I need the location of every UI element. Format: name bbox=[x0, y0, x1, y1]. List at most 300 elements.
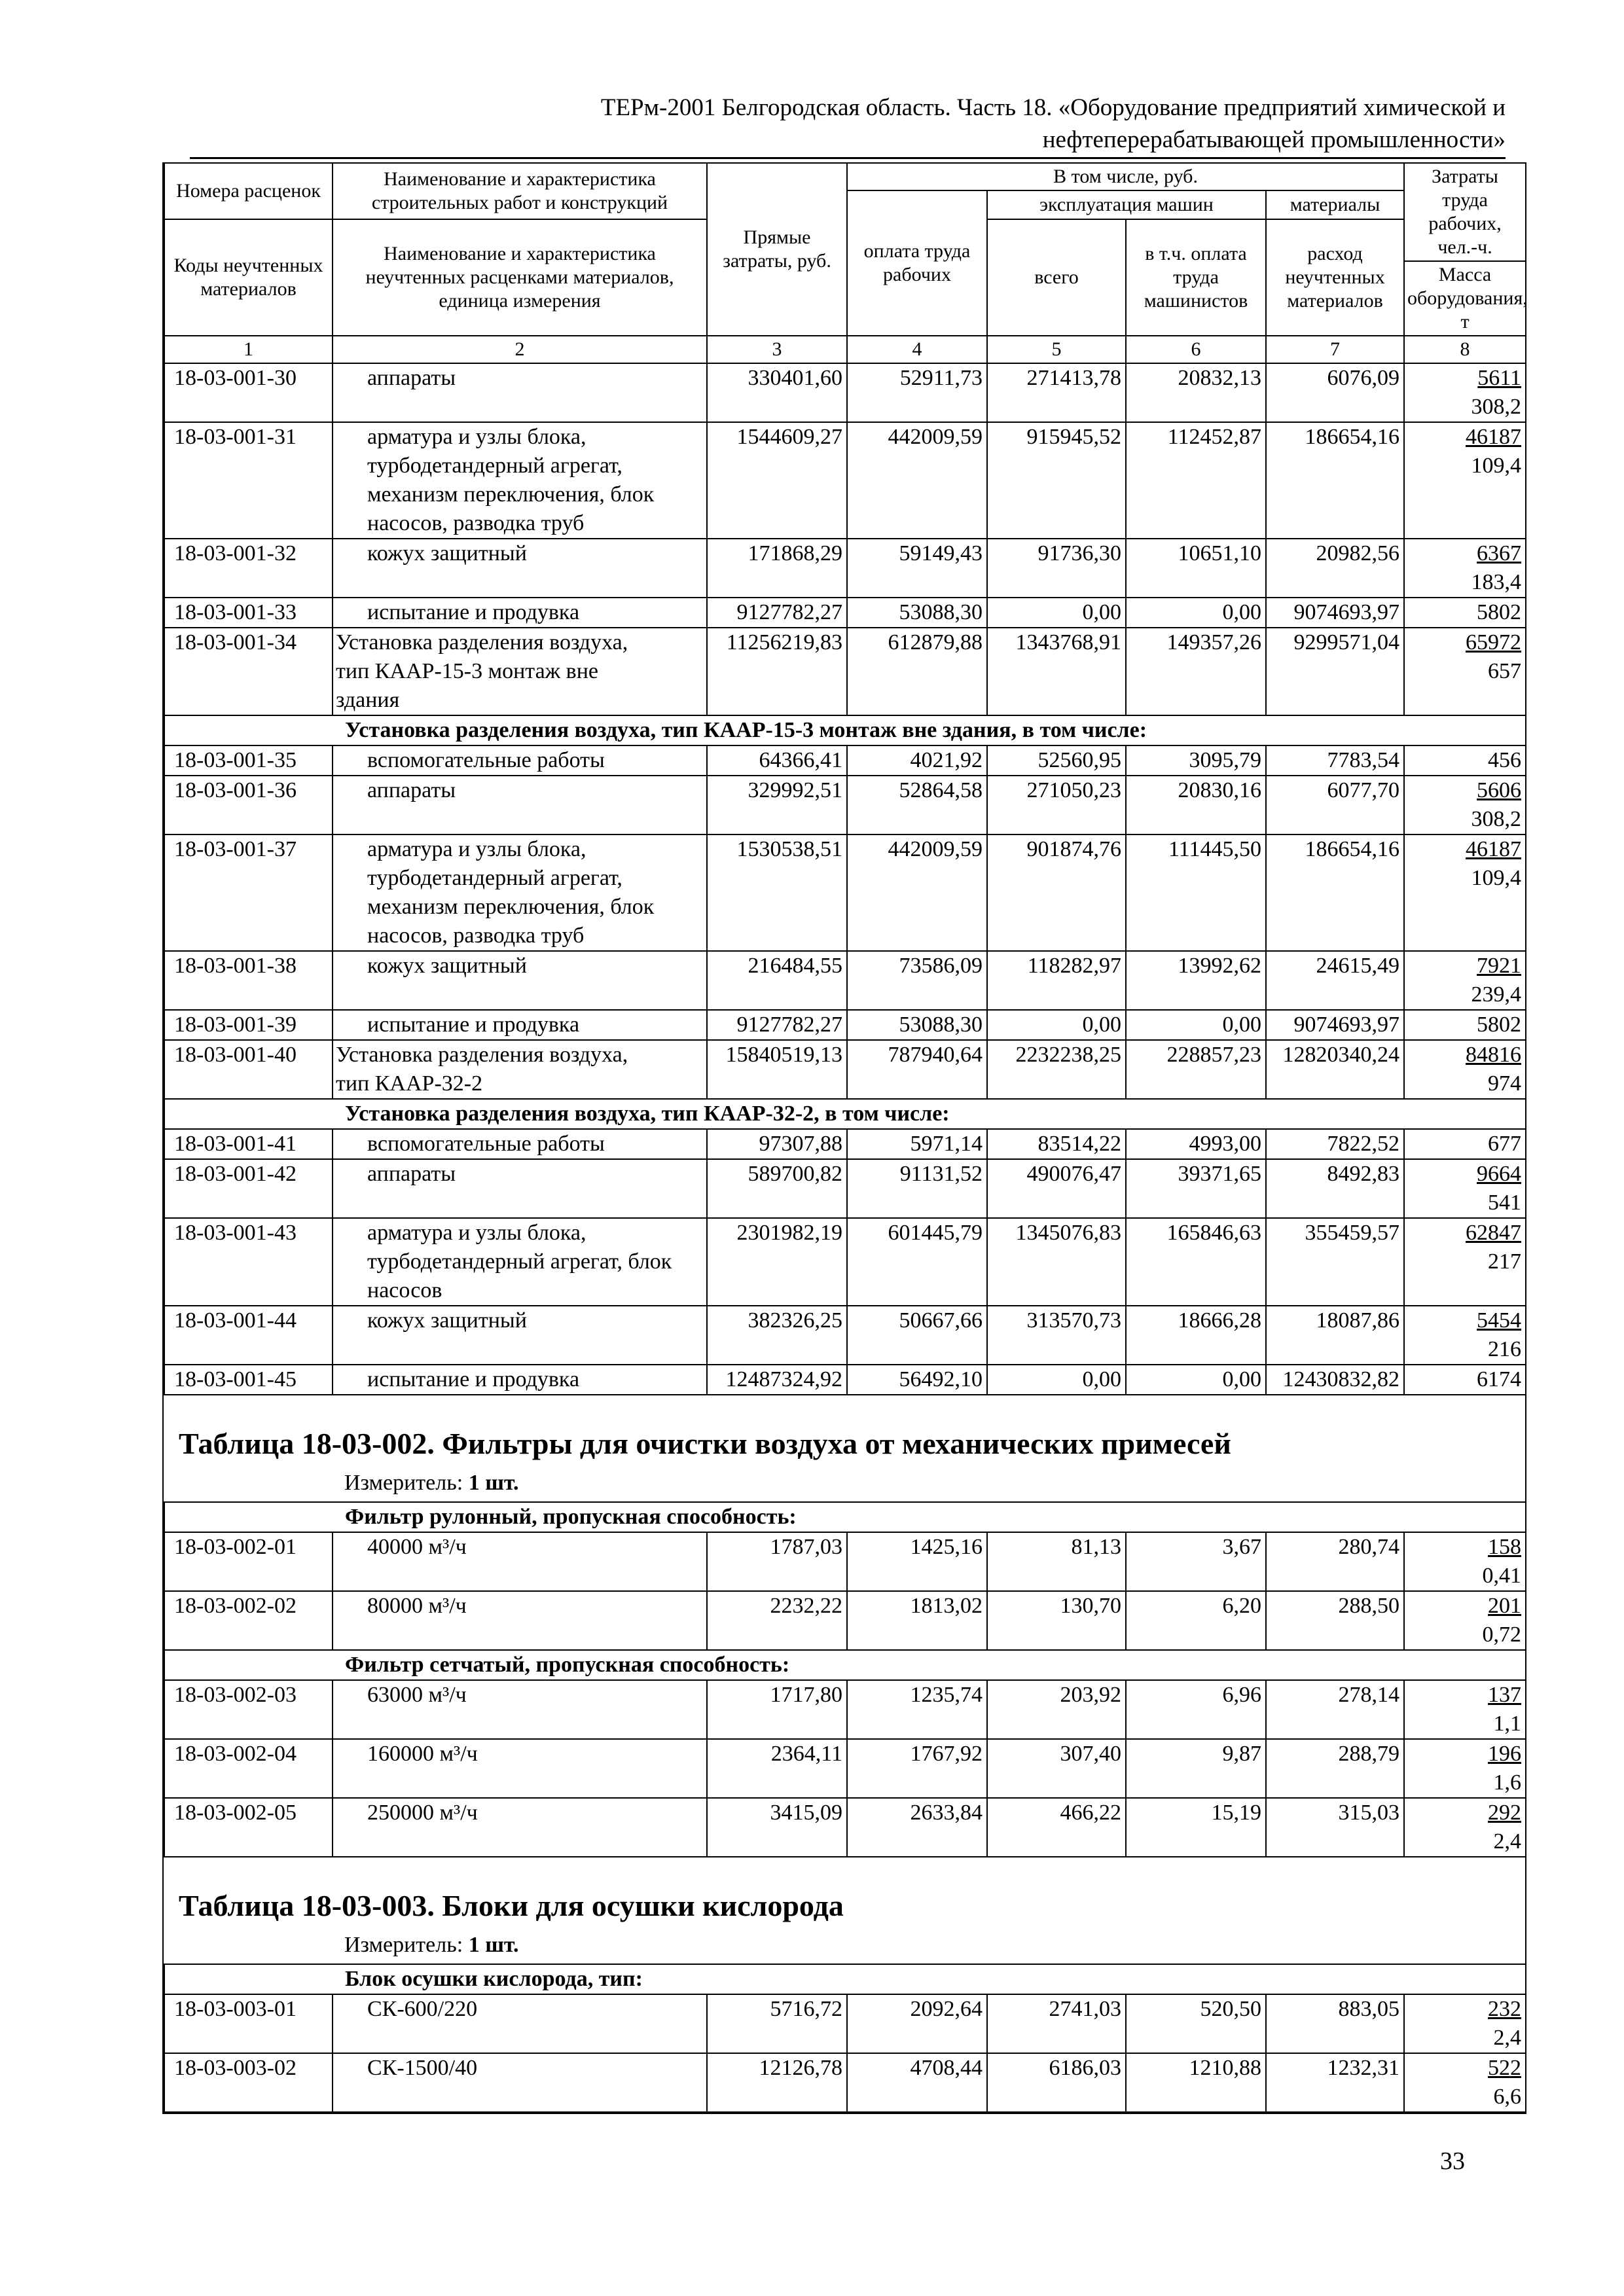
machines-total: 118282,97 bbox=[987, 951, 1126, 1010]
materials: 7822,52 bbox=[1266, 1129, 1404, 1159]
worker-pay: 2092,64 bbox=[847, 1994, 987, 2053]
work-name-line: турбодетандерный агрегат, bbox=[367, 866, 623, 890]
equipment-mass: 1,1 bbox=[1493, 1712, 1522, 1736]
labor-hours: 6174 bbox=[1477, 1367, 1522, 1391]
worker-pay: 53088,30 bbox=[847, 598, 987, 628]
direct-costs: 2301982,19 bbox=[707, 1218, 847, 1306]
materials: 883,05 bbox=[1266, 1994, 1404, 2053]
work-name-line: Установка разделения воздуха, bbox=[336, 1043, 628, 1067]
work-name-line: аппараты bbox=[367, 366, 456, 390]
rate-code: 18-03-002-03 bbox=[164, 1680, 333, 1739]
running-header bbox=[419, 92, 1506, 156]
equipment-mass: 217 bbox=[1488, 1249, 1522, 1274]
work-name-line: испытание и продувка bbox=[367, 1367, 580, 1391]
group-heading: Блок осушки кислорода, тип: bbox=[164, 1964, 1526, 1994]
materials: 355459,57 bbox=[1266, 1218, 1404, 1306]
group-heading: Фильтр сетчатый, пропускная способность: bbox=[164, 1650, 1526, 1680]
worker-pay: 601445,79 bbox=[847, 1218, 987, 1306]
rate-code: 18-03-001-34 bbox=[164, 628, 333, 715]
machinist-pay: 165846,63 bbox=[1126, 1218, 1266, 1306]
direct-costs: 330401,60 bbox=[707, 363, 847, 422]
group-heading-row bbox=[164, 1502, 1526, 1532]
machinist-pay: 520,50 bbox=[1126, 1994, 1266, 2053]
section-title-cell bbox=[164, 1857, 1526, 1964]
machines-total: 52560,95 bbox=[987, 745, 1126, 776]
table-header bbox=[164, 163, 1526, 363]
labor-mass-cell bbox=[1404, 1040, 1526, 1099]
materials: 9299571,04 bbox=[1266, 628, 1404, 715]
equipment-mass: 657 bbox=[1488, 659, 1522, 683]
col-header-pay: оплата труда рабочих bbox=[847, 190, 987, 336]
rate-code: 18-03-001-31 bbox=[164, 422, 333, 539]
labor-hours: 158 bbox=[1488, 1535, 1522, 1559]
table-row bbox=[164, 598, 1526, 628]
labor-hours: 9664 bbox=[1477, 1162, 1522, 1186]
work-name-line: аппараты bbox=[367, 1162, 456, 1186]
section-title-cell bbox=[164, 1395, 1526, 1502]
equipment-mass: 183,4 bbox=[1471, 570, 1522, 594]
work-name-line: механизм переключения, блок bbox=[367, 482, 655, 507]
work-name bbox=[333, 1306, 707, 1365]
work-name bbox=[333, 1798, 707, 1857]
worker-pay: 1767,92 bbox=[847, 1739, 987, 1798]
machines-total: 2741,03 bbox=[987, 1994, 1126, 2053]
labor-mass-cell bbox=[1404, 1010, 1526, 1040]
machines-total: 307,40 bbox=[987, 1739, 1126, 1798]
table-body bbox=[164, 363, 1526, 2112]
materials: 8492,83 bbox=[1266, 1159, 1404, 1218]
machines-total: 0,00 bbox=[987, 1365, 1126, 1395]
table-section-title bbox=[164, 1395, 1526, 1502]
direct-costs: 171868,29 bbox=[707, 539, 847, 598]
labor-hours: 6367 bbox=[1477, 541, 1522, 565]
direct-costs: 1530538,51 bbox=[707, 834, 847, 951]
col-number-7: 7 bbox=[1266, 336, 1404, 363]
equipment-mass: 974 bbox=[1488, 1071, 1522, 1096]
col-header-incl: В том числе, руб. bbox=[847, 163, 1404, 190]
equipment-mass: 308,2 bbox=[1471, 807, 1522, 831]
work-name bbox=[333, 1680, 707, 1739]
col-header-mach-total: всего bbox=[987, 219, 1126, 336]
machinist-pay: 3095,79 bbox=[1126, 745, 1266, 776]
worker-pay: 53088,30 bbox=[847, 1010, 987, 1040]
labor-hours: 522 bbox=[1488, 2056, 1522, 2080]
equipment-mass: 1,6 bbox=[1493, 1770, 1522, 1795]
rates-table bbox=[164, 162, 1526, 2113]
col-number-2: 2 bbox=[333, 336, 707, 363]
col-number-6: 6 bbox=[1126, 336, 1266, 363]
table-row bbox=[164, 2053, 1526, 2112]
work-name-line: испытание и продувка bbox=[367, 1013, 580, 1037]
machinist-pay: 4993,00 bbox=[1126, 1129, 1266, 1159]
work-name-line: здания bbox=[336, 688, 400, 712]
labor-mass-cell bbox=[1404, 776, 1526, 834]
machinist-pay: 6,96 bbox=[1126, 1680, 1266, 1739]
machines-total: 915945,52 bbox=[987, 422, 1126, 539]
labor-mass-cell bbox=[1404, 2053, 1526, 2112]
rate-code: 18-03-001-42 bbox=[164, 1159, 333, 1218]
labor-mass-cell bbox=[1404, 598, 1526, 628]
work-name-line: СК-1500/40 bbox=[367, 2056, 478, 2080]
rate-code: 18-03-001-45 bbox=[164, 1365, 333, 1395]
work-name bbox=[333, 598, 707, 628]
measure-value: 1 шт. bbox=[468, 1933, 519, 1957]
machinist-pay: 18666,28 bbox=[1126, 1306, 1266, 1365]
table-row bbox=[164, 1591, 1526, 1650]
machines-total: 0,00 bbox=[987, 1010, 1126, 1040]
materials: 9074693,97 bbox=[1266, 598, 1404, 628]
rate-code: 18-03-001-44 bbox=[164, 1306, 333, 1365]
machinist-pay: 6,20 bbox=[1126, 1591, 1266, 1650]
work-name-line: 40000 м³/ч bbox=[367, 1535, 467, 1559]
labor-mass-cell bbox=[1404, 363, 1526, 422]
direct-costs: 15840519,13 bbox=[707, 1040, 847, 1099]
group-heading: Фильтр рулонный, пропускная способность: bbox=[164, 1502, 1526, 1532]
rate-code: 18-03-003-02 bbox=[164, 2053, 333, 2112]
labor-hours: 46187 bbox=[1466, 837, 1522, 861]
col-number-5: 5 bbox=[987, 336, 1126, 363]
direct-costs: 9127782,27 bbox=[707, 1010, 847, 1040]
header-line-2: нефтеперерабатывающей промышленности» bbox=[1042, 126, 1506, 153]
work-name bbox=[333, 834, 707, 951]
direct-costs: 9127782,27 bbox=[707, 598, 847, 628]
rate-code: 18-03-001-32 bbox=[164, 539, 333, 598]
col-header-direct: Прямые затраты, руб. bbox=[707, 163, 847, 336]
measure-label: Измеритель: bbox=[344, 1471, 463, 1495]
labor-hours: 677 bbox=[1488, 1132, 1522, 1156]
work-name-line: Установка разделения воздуха, bbox=[336, 630, 628, 655]
measure-line bbox=[164, 1931, 1526, 1964]
rate-code: 18-03-001-36 bbox=[164, 776, 333, 834]
materials: 18087,86 bbox=[1266, 1306, 1404, 1365]
work-name-line: 250000 м³/ч bbox=[367, 1801, 478, 1825]
work-name bbox=[333, 1159, 707, 1218]
labor-hours: 5611 bbox=[1477, 366, 1522, 390]
machinist-pay: 0,00 bbox=[1126, 1010, 1266, 1040]
work-name-line: 80000 м³/ч bbox=[367, 1594, 467, 1618]
col-header-name-bottom: Наименование и характеристика неучтенных расценками материалов, единица измерения bbox=[333, 219, 707, 336]
machines-total: 271413,78 bbox=[987, 363, 1126, 422]
table-row bbox=[164, 1798, 1526, 1857]
rate-code: 18-03-002-04 bbox=[164, 1739, 333, 1798]
labor-hours: 46187 bbox=[1466, 425, 1522, 449]
machines-total: 313570,73 bbox=[987, 1306, 1126, 1365]
machines-total: 203,92 bbox=[987, 1680, 1126, 1739]
equipment-mass: 109,4 bbox=[1471, 866, 1522, 890]
work-name-line: тип КААР-15-3 монтаж вне bbox=[336, 659, 598, 683]
machinist-pay: 13992,62 bbox=[1126, 951, 1266, 1010]
labor-mass-cell bbox=[1404, 1591, 1526, 1650]
direct-costs: 1787,03 bbox=[707, 1532, 847, 1591]
work-name bbox=[333, 776, 707, 834]
work-name bbox=[333, 422, 707, 539]
worker-pay: 5971,14 bbox=[847, 1129, 987, 1159]
materials: 1232,31 bbox=[1266, 2053, 1404, 2112]
machinist-pay: 9,87 bbox=[1126, 1739, 1266, 1798]
labor-hours: 5802 bbox=[1477, 1013, 1522, 1037]
labor-mass-cell bbox=[1404, 1680, 1526, 1739]
rate-code: 18-03-001-39 bbox=[164, 1010, 333, 1040]
worker-pay: 4021,92 bbox=[847, 745, 987, 776]
table-row bbox=[164, 539, 1526, 598]
materials: 12820340,24 bbox=[1266, 1040, 1404, 1099]
table-row bbox=[164, 1532, 1526, 1591]
labor-mass-cell bbox=[1404, 1218, 1526, 1306]
rate-code: 18-03-002-02 bbox=[164, 1591, 333, 1650]
equipment-mass: 6,6 bbox=[1493, 2085, 1522, 2109]
work-name-line: насосов bbox=[367, 1278, 442, 1302]
work-name-line: вспомогательные работы bbox=[367, 1132, 605, 1156]
labor-mass-cell bbox=[1404, 745, 1526, 776]
work-name bbox=[333, 2053, 707, 2112]
machinist-pay: 0,00 bbox=[1126, 598, 1266, 628]
group-heading: Установка разделения воздуха, тип КААР-15-3 монтаж вне здания, в том числе: bbox=[164, 715, 1526, 745]
equipment-mass: 308,2 bbox=[1471, 395, 1522, 419]
labor-hours: 5802 bbox=[1477, 600, 1522, 624]
rate-code: 18-03-001-37 bbox=[164, 834, 333, 951]
table-row bbox=[164, 422, 1526, 539]
materials: 186654,16 bbox=[1266, 422, 1404, 539]
worker-pay: 73586,09 bbox=[847, 951, 987, 1010]
labor-mass-cell bbox=[1404, 1129, 1526, 1159]
machinist-pay: 15,19 bbox=[1126, 1798, 1266, 1857]
equipment-mass: 541 bbox=[1488, 1191, 1522, 1215]
labor-mass-cell bbox=[1404, 1365, 1526, 1395]
worker-pay: 612879,88 bbox=[847, 628, 987, 715]
labor-hours: 232 bbox=[1488, 1997, 1522, 2021]
header-rule bbox=[190, 157, 1506, 159]
work-name bbox=[333, 628, 707, 715]
machinist-pay: 39371,65 bbox=[1126, 1159, 1266, 1218]
materials: 9074693,97 bbox=[1266, 1010, 1404, 1040]
labor-mass-cell bbox=[1404, 1798, 1526, 1857]
machinist-pay: 20832,13 bbox=[1126, 363, 1266, 422]
table-row bbox=[164, 745, 1526, 776]
work-name bbox=[333, 1040, 707, 1099]
col-number-3: 3 bbox=[707, 336, 847, 363]
worker-pay: 56492,10 bbox=[847, 1365, 987, 1395]
col-number-8: 8 bbox=[1404, 336, 1526, 363]
machines-total: 81,13 bbox=[987, 1532, 1126, 1591]
labor-mass-cell bbox=[1404, 951, 1526, 1010]
work-name-line: СК-600/220 bbox=[367, 1997, 478, 2021]
work-name bbox=[333, 1739, 707, 1798]
machinist-pay: 149357,26 bbox=[1126, 628, 1266, 715]
rate-code: 18-03-001-30 bbox=[164, 363, 333, 422]
materials: 278,14 bbox=[1266, 1680, 1404, 1739]
direct-costs: 2364,11 bbox=[707, 1739, 847, 1798]
worker-pay: 442009,59 bbox=[847, 422, 987, 539]
col-header-materials: материалы bbox=[1266, 190, 1404, 219]
materials: 288,50 bbox=[1266, 1591, 1404, 1650]
machinist-pay: 10651,10 bbox=[1126, 539, 1266, 598]
work-name-line: кожух защитный bbox=[367, 541, 527, 565]
materials: 288,79 bbox=[1266, 1739, 1404, 1798]
table-row bbox=[164, 1159, 1526, 1218]
direct-costs: 12487324,92 bbox=[707, 1365, 847, 1395]
work-name bbox=[333, 745, 707, 776]
equipment-mass: 2,4 bbox=[1493, 2026, 1522, 2050]
direct-costs: 216484,55 bbox=[707, 951, 847, 1010]
machinist-pay: 1210,88 bbox=[1126, 2053, 1266, 2112]
machinist-pay: 228857,23 bbox=[1126, 1040, 1266, 1099]
work-name bbox=[333, 1010, 707, 1040]
worker-pay: 4708,44 bbox=[847, 2053, 987, 2112]
direct-costs: 3415,09 bbox=[707, 1798, 847, 1857]
work-name-line: вспомогательные работы bbox=[367, 748, 605, 772]
work-name-line: насосов, разводка труб bbox=[367, 924, 585, 948]
section-title: Таблица 18-03-003. Блоки для осушки кислорода bbox=[179, 1889, 844, 1922]
machines-total: 91736,30 bbox=[987, 539, 1126, 598]
machines-total: 6186,03 bbox=[987, 2053, 1126, 2112]
work-name-line: 63000 м³/ч bbox=[367, 1683, 467, 1707]
machines-total: 901874,76 bbox=[987, 834, 1126, 951]
measure-line bbox=[164, 1469, 1526, 1501]
work-name-line: кожух защитный bbox=[367, 1308, 527, 1333]
machinist-pay: 20830,16 bbox=[1126, 776, 1266, 834]
work-name-line: аппараты bbox=[367, 778, 456, 802]
labor-mass-cell bbox=[1404, 1739, 1526, 1798]
worker-pay: 1425,16 bbox=[847, 1532, 987, 1591]
worker-pay: 1813,02 bbox=[847, 1591, 987, 1650]
rate-code: 18-03-002-05 bbox=[164, 1798, 333, 1857]
materials: 20982,56 bbox=[1266, 539, 1404, 598]
work-name-line: испытание и продувка bbox=[367, 600, 580, 624]
equipment-mass: 109,4 bbox=[1471, 454, 1522, 478]
machines-total: 271050,23 bbox=[987, 776, 1126, 834]
machines-total: 0,00 bbox=[987, 598, 1126, 628]
table-row bbox=[164, 834, 1526, 951]
labor-hours: 292 bbox=[1488, 1801, 1522, 1825]
header-line-1: ТЕРм-2001 Белгородская область. Часть 18. «Оборудование предприятий химической и bbox=[600, 94, 1506, 121]
materials: 280,74 bbox=[1266, 1532, 1404, 1591]
worker-pay: 50667,66 bbox=[847, 1306, 987, 1365]
equipment-mass: 0,41 bbox=[1482, 1564, 1522, 1588]
labor-hours: 7921 bbox=[1477, 954, 1522, 978]
worker-pay: 52864,58 bbox=[847, 776, 987, 834]
table-row bbox=[164, 776, 1526, 834]
machines-total: 490076,47 bbox=[987, 1159, 1126, 1218]
work-name-line: арматура и узлы блока, bbox=[367, 837, 586, 861]
direct-costs: 12126,78 bbox=[707, 2053, 847, 2112]
work-name-line: арматура и узлы блока, bbox=[367, 1221, 586, 1245]
worker-pay: 442009,59 bbox=[847, 834, 987, 951]
col-header-mass: Масса оборудования, т bbox=[1404, 261, 1526, 336]
machinist-pay: 111445,50 bbox=[1126, 834, 1266, 951]
machinist-pay: 0,00 bbox=[1126, 1365, 1266, 1395]
labor-mass-cell bbox=[1404, 422, 1526, 539]
col-header-machines: эксплуатация машин bbox=[987, 190, 1266, 219]
direct-costs: 2232,22 bbox=[707, 1591, 847, 1650]
direct-costs: 64366,41 bbox=[707, 745, 847, 776]
table-row bbox=[164, 628, 1526, 715]
direct-costs: 589700,82 bbox=[707, 1159, 847, 1218]
col-header-codes-top: Номера расценок bbox=[164, 163, 333, 219]
work-name-line: тип КААР-32-2 bbox=[336, 1071, 483, 1096]
section-title: Таблица 18-03-002. Фильтры для очистки воздуха от механических примесей bbox=[179, 1427, 1231, 1460]
labor-hours: 201 bbox=[1488, 1594, 1522, 1618]
col-header-name-top: Наименование и характеристика строительных работ и конструкций bbox=[333, 163, 707, 219]
table-row bbox=[164, 1365, 1526, 1395]
group-heading-row bbox=[164, 715, 1526, 745]
measure-value: 1 шт. bbox=[468, 1471, 519, 1495]
group-heading-row bbox=[164, 1650, 1526, 1680]
col-header-codes-bottom: Коды неучтенных материалов bbox=[164, 219, 333, 336]
work-name-line: турбодетандерный агрегат, bbox=[367, 454, 623, 478]
rate-code: 18-03-003-01 bbox=[164, 1994, 333, 2053]
direct-costs: 1717,80 bbox=[707, 1680, 847, 1739]
equipment-mass: 0,72 bbox=[1482, 1623, 1522, 1647]
materials: 7783,54 bbox=[1266, 745, 1404, 776]
labor-hours: 84816 bbox=[1466, 1043, 1522, 1067]
machines-total: 83514,22 bbox=[987, 1129, 1126, 1159]
rate-code: 18-03-001-38 bbox=[164, 951, 333, 1010]
machines-total: 1345076,83 bbox=[987, 1218, 1126, 1306]
labor-hours: 456 bbox=[1488, 748, 1522, 772]
rate-code: 18-03-001-41 bbox=[164, 1129, 333, 1159]
work-name-line: кожух защитный bbox=[367, 954, 527, 978]
rate-code: 18-03-002-01 bbox=[164, 1532, 333, 1591]
work-name-line: насосов, разводка труб bbox=[367, 511, 585, 535]
table-row bbox=[164, 363, 1526, 422]
equipment-mass: 2,4 bbox=[1493, 1829, 1522, 1854]
rate-code: 18-03-001-40 bbox=[164, 1040, 333, 1099]
rate-code: 18-03-001-35 bbox=[164, 745, 333, 776]
work-name bbox=[333, 951, 707, 1010]
table-row bbox=[164, 1306, 1526, 1365]
rate-code: 18-03-001-33 bbox=[164, 598, 333, 628]
work-name bbox=[333, 1591, 707, 1650]
col-header-labor: Затраты труда рабочих, чел.-ч. bbox=[1404, 163, 1526, 261]
work-name bbox=[333, 1129, 707, 1159]
machinist-pay: 3,67 bbox=[1126, 1532, 1266, 1591]
direct-costs: 1544609,27 bbox=[707, 422, 847, 539]
table-row bbox=[164, 1010, 1526, 1040]
work-name-line: механизм переключения, блок bbox=[367, 895, 655, 919]
work-name bbox=[333, 1365, 707, 1395]
work-name bbox=[333, 1218, 707, 1306]
work-name bbox=[333, 1532, 707, 1591]
materials: 12430832,82 bbox=[1266, 1365, 1404, 1395]
group-heading: Установка разделения воздуха, тип КААР-32-2, в том числе: bbox=[164, 1099, 1526, 1129]
table-row bbox=[164, 1129, 1526, 1159]
labor-mass-cell bbox=[1404, 628, 1526, 715]
work-name-line: турбодетандерный агрегат, блок bbox=[367, 1249, 672, 1274]
worker-pay: 52911,73 bbox=[847, 363, 987, 422]
machines-total: 130,70 bbox=[987, 1591, 1126, 1650]
worker-pay: 2633,84 bbox=[847, 1798, 987, 1857]
labor-hours: 196 bbox=[1488, 1742, 1522, 1766]
materials: 6077,70 bbox=[1266, 776, 1404, 834]
work-name-line: 160000 м³/ч bbox=[367, 1742, 478, 1766]
col-number-4: 4 bbox=[847, 336, 987, 363]
direct-costs: 11256219,83 bbox=[707, 628, 847, 715]
machines-total: 1343768,91 bbox=[987, 628, 1126, 715]
machines-total: 2232238,25 bbox=[987, 1040, 1126, 1099]
equipment-mass: 239,4 bbox=[1471, 982, 1522, 1007]
worker-pay: 1235,74 bbox=[847, 1680, 987, 1739]
table-row bbox=[164, 1994, 1526, 2053]
worker-pay: 787940,64 bbox=[847, 1040, 987, 1099]
direct-costs: 382326,25 bbox=[707, 1306, 847, 1365]
labor-mass-cell bbox=[1404, 539, 1526, 598]
machines-total: 466,22 bbox=[987, 1798, 1126, 1857]
group-heading-row bbox=[164, 1099, 1526, 1129]
table-row bbox=[164, 1680, 1526, 1739]
labor-mass-cell bbox=[1404, 1159, 1526, 1218]
labor-hours: 65972 bbox=[1466, 630, 1522, 655]
materials: 6076,09 bbox=[1266, 363, 1404, 422]
